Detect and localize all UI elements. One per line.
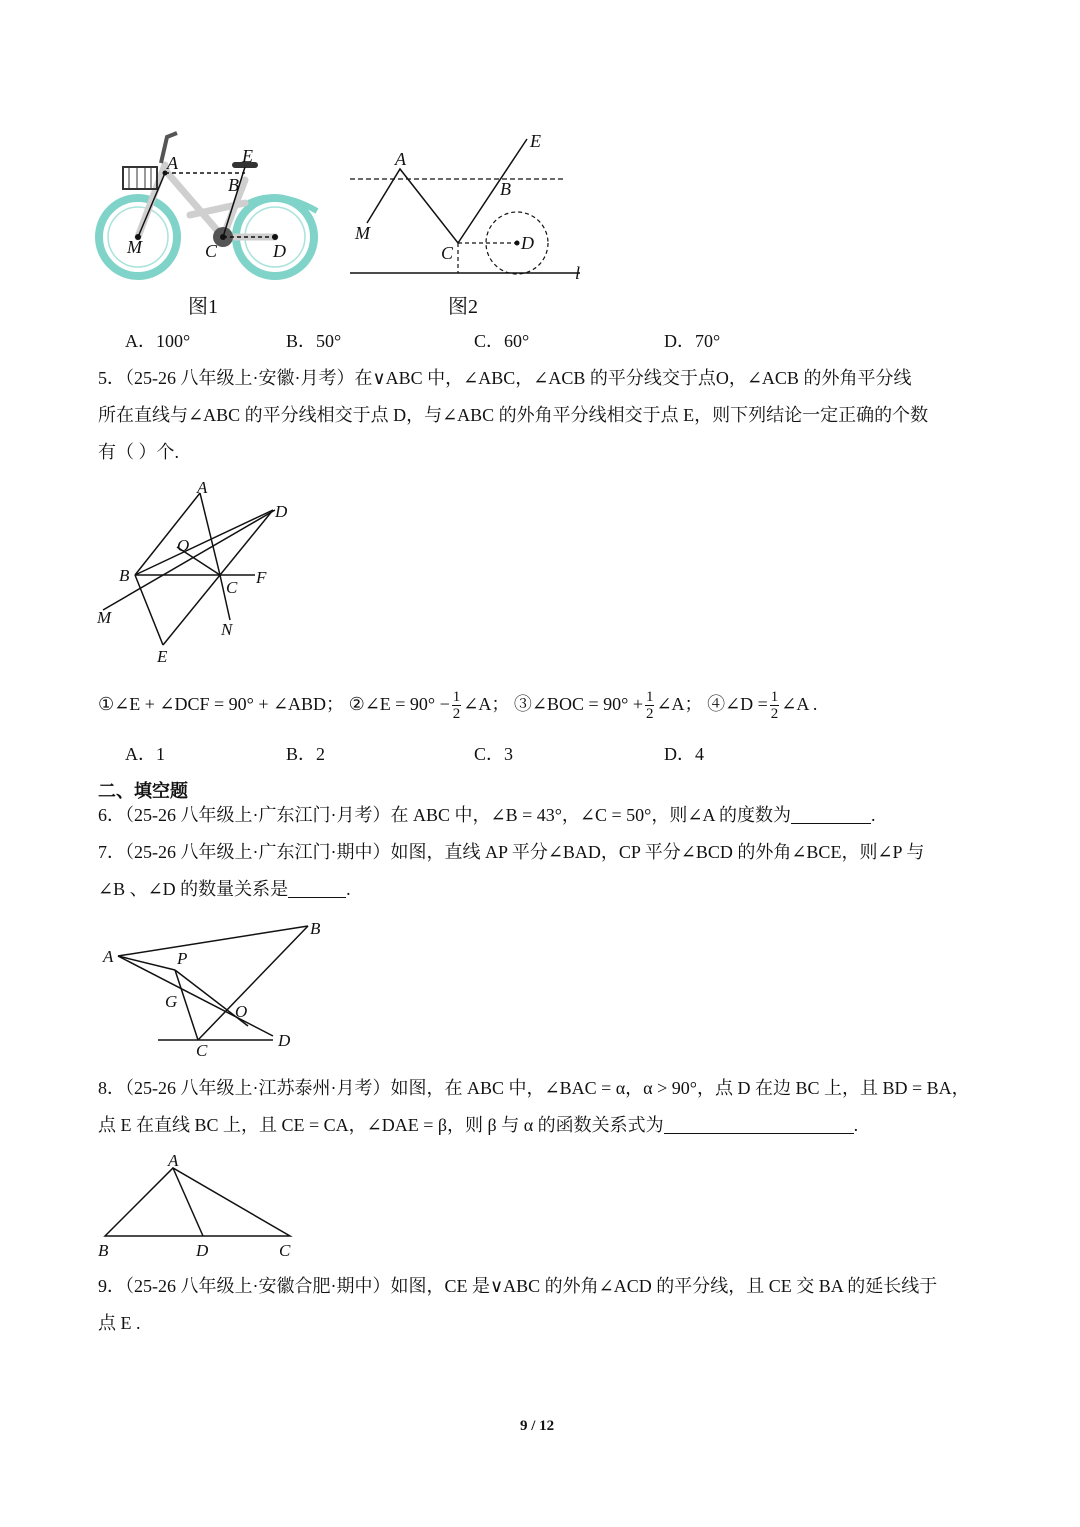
geometry-figure-2	[345, 125, 590, 285]
fraction-half: $\frac{1}{2}$	[770, 689, 779, 723]
figure-1-bicycle	[95, 125, 335, 285]
label-C: C	[196, 1041, 208, 1060]
label-A: A	[395, 149, 406, 169]
figure-2-caption: 图2	[448, 296, 478, 318]
label-D: D	[278, 1031, 291, 1050]
q4-option-b: B．50°	[286, 331, 342, 351]
label-D: D	[521, 233, 534, 253]
label-N: N	[221, 620, 233, 639]
geometry-figure-q7	[98, 912, 338, 1062]
label-A: A	[103, 947, 114, 966]
answer-blank[interactable]	[288, 879, 346, 898]
label-B: B	[228, 175, 239, 195]
label-M: M	[355, 223, 370, 243]
fraction-half: $\frac{1}{2}$	[452, 689, 461, 723]
label-E: E	[242, 146, 253, 166]
q8-line-1: 8．（25-26 八年级上·江苏泰州·月考）如图，在 ABC 中，∠BAC = α，α > 90°，点 D 在边 BC 上，且 BD = BA，	[98, 1078, 970, 1098]
section-title: 二、填空题	[98, 781, 188, 801]
q4-option-a: A．100°	[125, 331, 191, 351]
q4-option-d: D．70°	[664, 331, 721, 351]
statement-4-a: ④∠D =	[707, 694, 768, 714]
label-E: E	[157, 647, 168, 666]
label-M: M	[127, 237, 142, 257]
q7-figure	[98, 912, 338, 1062]
label-C: C	[226, 578, 238, 597]
label-B: B	[500, 179, 511, 199]
label-D: D	[275, 502, 288, 521]
label-B: B	[119, 566, 130, 585]
label-B: B	[310, 919, 321, 938]
label-M: M	[97, 608, 112, 627]
label-C: C	[441, 243, 454, 263]
q5-statements	[98, 682, 817, 726]
q6-text: 6．（25-26 八年级上·广东江门·月考）在 ABC 中，∠B = 43°，∠C = 50°，则∠A 的度数为 .	[98, 805, 876, 825]
label-O: O	[235, 1002, 248, 1021]
q5-line-1: 5．（25-26 八年级上·安徽·月考）在∨ABC 中，∠ABC，∠ACB 的平分线交于点O，∠ACB 的外角平分线	[98, 368, 912, 388]
q9-line-1: 9．（25-26 八年级上·安徽合肥·期中）如图，CE 是∨ABC 的外角∠ACD 的平分线，且 CE 交 BA 的延长线于	[98, 1276, 938, 1296]
statement-2-b: ∠A；	[463, 694, 510, 714]
page-number: 9 / 12	[520, 1418, 555, 1434]
label-O: O	[177, 536, 190, 555]
q5-line-2: 所在直线与∠ABC 的平分线相交于点 D，与∠ABC 的外角平分线相交于点 E，则下列结论一定正确的个数	[98, 405, 929, 425]
label-C: C	[279, 1241, 291, 1260]
label-E: E	[530, 131, 541, 151]
geometry-figure-q8	[95, 1148, 305, 1260]
q5-option-a: A．1	[125, 744, 165, 764]
label-A: A	[197, 478, 208, 497]
q5-option-b: B．2	[286, 744, 326, 764]
geometry-figure-q5	[95, 475, 305, 670]
answer-blank[interactable]	[664, 1115, 854, 1134]
figure-2-diagram	[345, 125, 590, 285]
statement-4-b: ∠A .	[781, 694, 818, 714]
label-A: A	[168, 1151, 179, 1170]
label-F: F	[256, 568, 267, 587]
q5-option-d: D．4	[664, 744, 704, 764]
q7-line-2: ∠B 、∠D 的数量关系是 .	[98, 879, 351, 899]
label-l: l	[575, 263, 581, 283]
q8-figure	[95, 1148, 305, 1260]
label-G: G	[165, 992, 178, 1011]
statement-1: ①∠E + ∠DCF = 90° + ∠ABD；	[98, 694, 345, 714]
statement-3-a: ③∠BOC = 90° +	[513, 694, 643, 714]
q5-option-c: C．3	[474, 744, 514, 764]
statement-3-b: ∠A；	[656, 694, 703, 714]
statement-2-a: ②∠E = 90° −	[348, 694, 450, 714]
q5-figure	[95, 475, 305, 670]
label-A: A	[167, 153, 178, 173]
label-D: D	[196, 1241, 209, 1260]
label-B: B	[98, 1241, 109, 1260]
q9-line-2: 点 E .	[98, 1313, 141, 1333]
label-D: D	[273, 241, 286, 261]
label-C: C	[205, 241, 218, 261]
q4-option-c: C．60°	[474, 331, 530, 351]
q8-line-2: 点 E 在直线 BC 上，且 CE = CA，∠DAE = β，则 β 与 α 的函数关系式为 .	[98, 1115, 859, 1135]
q7-line-1: 7．（25-26 八年级上·广东江门·期中）如图，直线 AP 平分∠BAD，CP 平分∠BCD 的外角∠BCE，则∠P 与	[98, 842, 925, 862]
label-P: P	[177, 949, 188, 968]
figure-1-caption: 图1	[188, 296, 218, 318]
q5-line-3: 有（ ）个.	[98, 442, 179, 462]
answer-blank[interactable]	[791, 805, 871, 824]
bicycle-illustration	[95, 125, 335, 285]
fraction-half: $\frac{1}{2}$	[645, 689, 654, 723]
